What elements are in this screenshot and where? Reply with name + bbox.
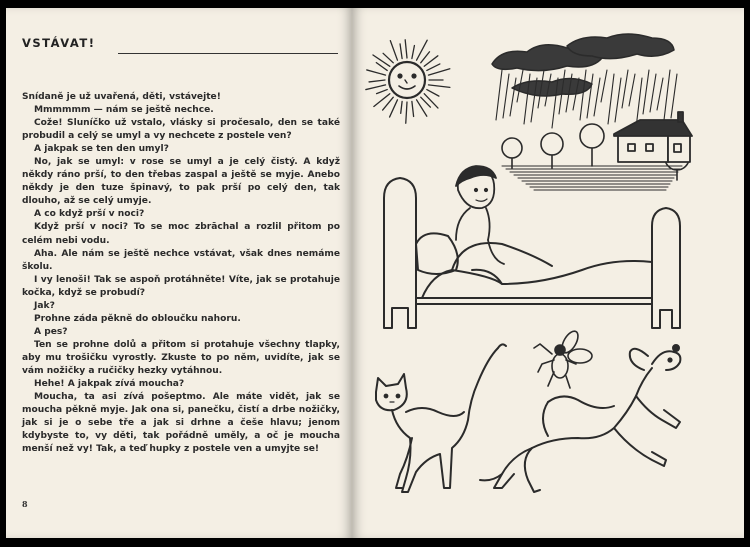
fly-drawing (534, 329, 592, 388)
stroke-mark (400, 44, 402, 59)
stroke-mark (580, 70, 586, 120)
illustration (352, 8, 744, 538)
stroke-mark (424, 94, 438, 108)
stroke-mark (629, 74, 635, 106)
stroke-mark (643, 70, 649, 114)
stroke-mark (664, 70, 670, 120)
stroke-mark (390, 41, 397, 61)
paragraph: Mmmmmm — nám se ještě nechce. (34, 105, 214, 116)
dog-drawing (480, 345, 680, 492)
page-number: 8 (22, 499, 28, 509)
stroke-mark (369, 80, 385, 82)
field-drawing (502, 166, 682, 190)
stroke-mark (412, 45, 415, 58)
stroke-mark (412, 101, 414, 116)
paragraph: Když prší v noci? To se moc zbrāchal a rozlil přitom po celém nebi vodu. (22, 222, 340, 246)
heading-rule (118, 53, 338, 54)
stroke-mark (406, 102, 407, 123)
stroke-mark (587, 74, 593, 118)
stroke-mark (366, 85, 386, 90)
right-page (352, 8, 744, 538)
stroke-mark (622, 70, 628, 108)
left-page (6, 8, 352, 538)
stroke-mark (383, 53, 393, 62)
page-heading: VSTÁVAT! (22, 36, 96, 50)
paragraph: A co když prší v noci? (34, 209, 145, 220)
book-spread (6, 8, 744, 538)
stroke-mark (405, 40, 407, 58)
stroke-mark (608, 74, 614, 124)
stroke-mark (615, 78, 621, 122)
stroke-mark (503, 74, 509, 118)
paragraph: Snídaně je už uvařená, děti, vstávejte! (22, 92, 221, 102)
paragraph: No, jak se umyl: v rose se umyl a je celý čistý. A když někdy ráno prší, to den třebas zaspal a ještě se myje. Anebo někdy je den tuze špinavý, to pak prší po celý den, tak dlouho, až se celý umyje. (22, 157, 340, 207)
stroke-mark (601, 70, 607, 102)
stroke-mark (377, 90, 388, 94)
paragraph: A jakpak se ten den umyl? (34, 144, 169, 155)
stroke-mark (367, 70, 386, 75)
paragraph: Cože! Sluníčko už vstalo, vlásky si pročesalo, den se také probudil a celý se umyl a vy nechcete z postele ven? (22, 118, 340, 142)
stroke-mark (428, 85, 449, 87)
sun-drawing (366, 40, 450, 123)
bed-drawing (384, 178, 680, 328)
boy-drawing (456, 166, 504, 264)
stroke-mark (383, 97, 394, 110)
stroke-mark (427, 64, 440, 71)
paragraph: Jak? (34, 300, 55, 311)
paragraph: Moucha, ta asi zívá pošeptmo. Ale máte vidět, jak se moucha pěkně myje. Jak ona si, panečku, čistí a drbe nožičky, jak si je o sebe tře a jak si drhne a češe hlavu; jenom kdybyste to, vy děti, tak pořádně uměly, a oč je moucha menší než vy! Tak, a teď hupky z postele ven a umyjte se! (22, 392, 340, 455)
paragraph: A pes? (34, 326, 68, 337)
stroke-mark (390, 100, 398, 117)
paragraph: Prohne záda pěkně do oblоučku nahoru. (34, 313, 241, 324)
paragraph: Aha. Ale nám se ještě nechce vstávat, však dnes nemáme školu. (22, 248, 340, 272)
stroke-mark (428, 69, 449, 75)
stroke-mark (424, 56, 438, 66)
house-drawing (614, 112, 692, 162)
stroke-mark (594, 78, 600, 116)
paragraph: Ten se prohne dolů a přitom si protahuje všechny tlapky, aby mu trošičku vyrostly. Zkuste to po něm, uvidíte, jak se vám nožičky a ručičky hezky vytáhnou. (22, 339, 340, 376)
story-text (22, 91, 340, 456)
stroke-mark (427, 90, 439, 97)
stroke-mark (496, 70, 502, 120)
stroke-mark (671, 74, 677, 118)
stroke-mark (650, 74, 656, 112)
cat-drawing (376, 344, 506, 492)
stroke-mark (510, 78, 516, 116)
stroke-mark (421, 52, 430, 63)
paragraph: Hehe! A jakpak zívá moucha? (34, 379, 185, 390)
paragraph: I vy lenoši! Tak se aspoň protáhněte! Víte, jak se protahuje kočka, když se probudí? (22, 274, 340, 298)
stroke-mark (401, 101, 402, 113)
stroke-mark (657, 78, 663, 110)
